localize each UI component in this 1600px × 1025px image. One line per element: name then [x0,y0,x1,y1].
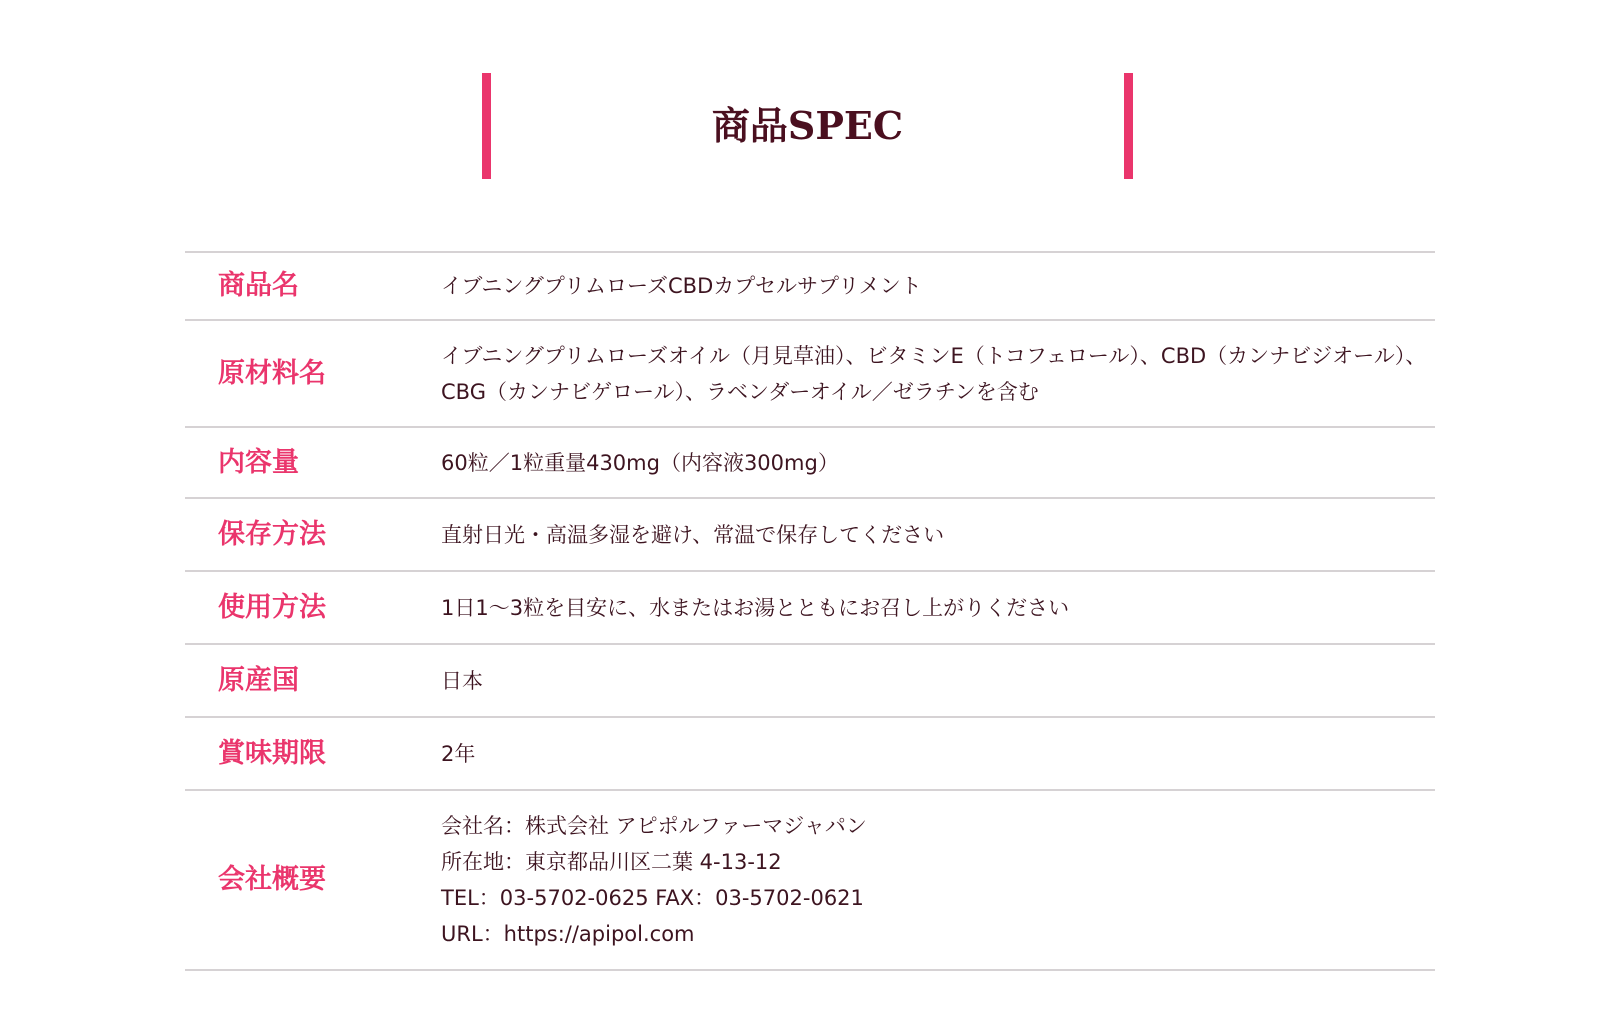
spec-value [441,517,1435,553]
page-title: 商品SPEC [711,103,904,148]
spec-row-usage [185,572,1435,645]
spec-row-company [185,791,1435,971]
spec-value [441,268,1435,304]
spec-value-line: イブニングプリムローズCBDカプセルサプリメント [441,274,922,298]
spec-label: 内容量 [218,446,299,478]
spec-value-line: 60粒／1粒重量430mg（内容液300mg） [441,450,839,475]
spec-label: 使用方法 [218,591,326,623]
spec-row-ingredients [185,321,1435,428]
company-phone-line: TEL：03-5702-0625 FAX：03-5702-0621 [441,886,864,910]
spec-table [185,251,1435,971]
spec-value-line: 1日1〜3粒を目安に、水またはお湯とともにお召し上がりください [441,595,1070,620]
spec-label: 商品名 [218,270,299,301]
spec-value [441,736,1435,772]
company-name-line: 会社名：株式会社 アピポルファーマジャパン [441,814,867,838]
spec-header [482,73,1133,179]
company-url-line: URL：https://apipol.com [441,922,695,946]
spec-row-storage [185,499,1435,572]
spec-label: 会社概要 [218,864,326,895]
spec-label: 保存方法 [218,518,326,550]
company-address-line: 所在地：東京都品川区二葉 4-13-12 [441,850,782,874]
spec-row-expiry [185,718,1435,791]
spec-value-line: 日本 [441,668,483,693]
spec-row-origin [185,645,1435,718]
spec-row-product-name [185,251,1435,321]
spec-value-line: 直射日光・高温多湿を避け、常温で保存してください [441,522,945,547]
spec-value-line: CBG（カンナビゲロール）、ラベンダーオイル／ゼラチンを含む [441,379,1039,404]
spec-label: 原産国 [218,664,299,696]
spec-row-content-amount [185,428,1435,499]
spec-label: 賞味期限 [218,737,326,769]
title-accent-bar-right [1124,73,1133,179]
spec-value-line: 2年 [441,741,476,766]
spec-value [441,663,1435,699]
spec-value-line: イブニングプリムローズオイル（月見草油）、ビタミンE（トコフェロール）、CBD（カンナビジオール）、 [441,343,1427,368]
spec-value [441,590,1435,626]
spec-value [441,445,1435,481]
spec-value [441,808,1435,952]
spec-value [441,338,1435,410]
spec-label: 原材料名 [218,357,326,389]
